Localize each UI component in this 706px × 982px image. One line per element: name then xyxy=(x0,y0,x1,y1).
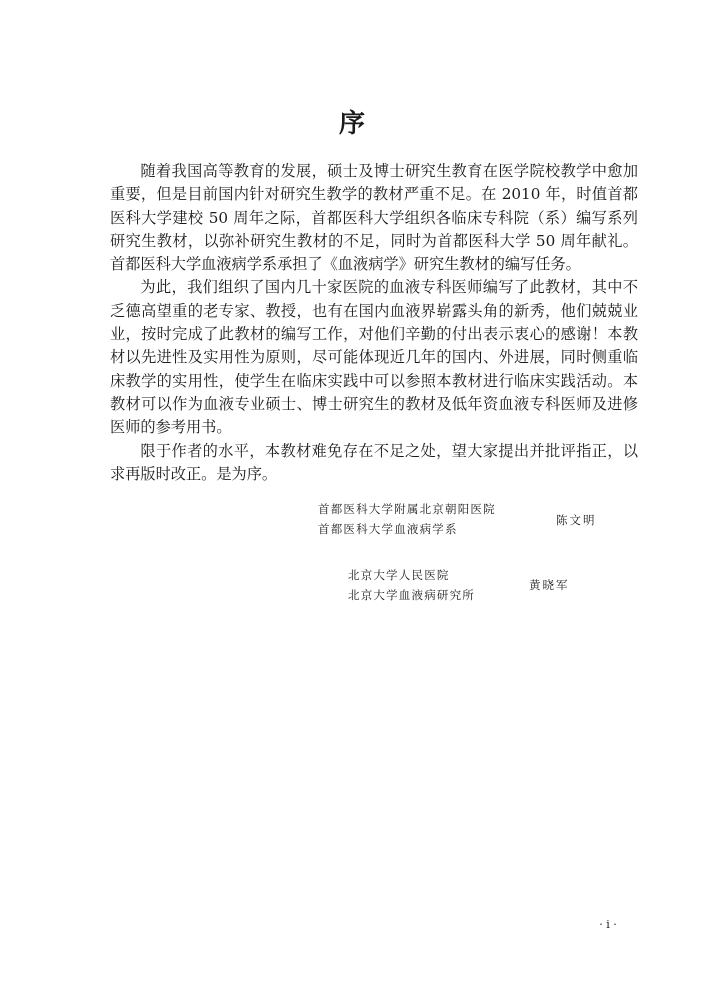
affiliation-line: 首都医科大学血液病学系 xyxy=(318,522,458,536)
signature-name: 黄晓军 xyxy=(529,578,570,592)
paragraph: 随着我国高等教育的发展，硕士及博士研究生教育在医学院校教学中愈加重要，但是目前国内针对研究生教学的教材严重不足。在 2010 年，时值首都医科大学建校 50 周年之际，首都医科大学组织各临床专科院（系）编写系列研究生教材，以弥补研究生教材的不足，同时为首都医科大学 50 周年献礼。首都医科大学血液病学系承担了《血液病学》研究生教材的编写任务。 xyxy=(110,162,638,274)
signature-affiliations xyxy=(348,565,475,605)
affiliation-line: 北京大学血液病研究所 xyxy=(348,588,475,602)
affiliation-line: 北京大学人民医院 xyxy=(348,568,450,582)
page-title: 序 xyxy=(338,109,367,139)
affiliation-line: 首都医科大学附属北京朝阳医院 xyxy=(318,502,496,516)
page-number: · i · xyxy=(599,918,617,931)
paragraph: 为此，我们组织了国内几十家医院的血液专科医师编写了此教材，其中不乏德高望重的老专家、教授，也有在国内血液界崭露头角的新秀，他们兢兢业业，按时完成了此教材的编写工作，对他们辛勤的付出表示衷心的感谢！本教材以先进性及实用性为原则，尽可能体现近几年的国内、外进展，同时侧重临床教学的实用性，使学生在临床实践中可以参照本教材进行临床实践活动。本教材可以作为血液专业硕士、博士研究生的教材及低年资血液专科医师及进修医师的参考用书。 xyxy=(110,278,638,437)
preface-body xyxy=(110,160,638,486)
paragraph: 限于作者的水平，本教材难免存在不足之处，望大家提出并批评指正，以求再版时改正。是为序。 xyxy=(110,441,638,483)
signature-name: 陈文明 xyxy=(556,513,597,527)
signature-affiliations xyxy=(318,499,496,539)
